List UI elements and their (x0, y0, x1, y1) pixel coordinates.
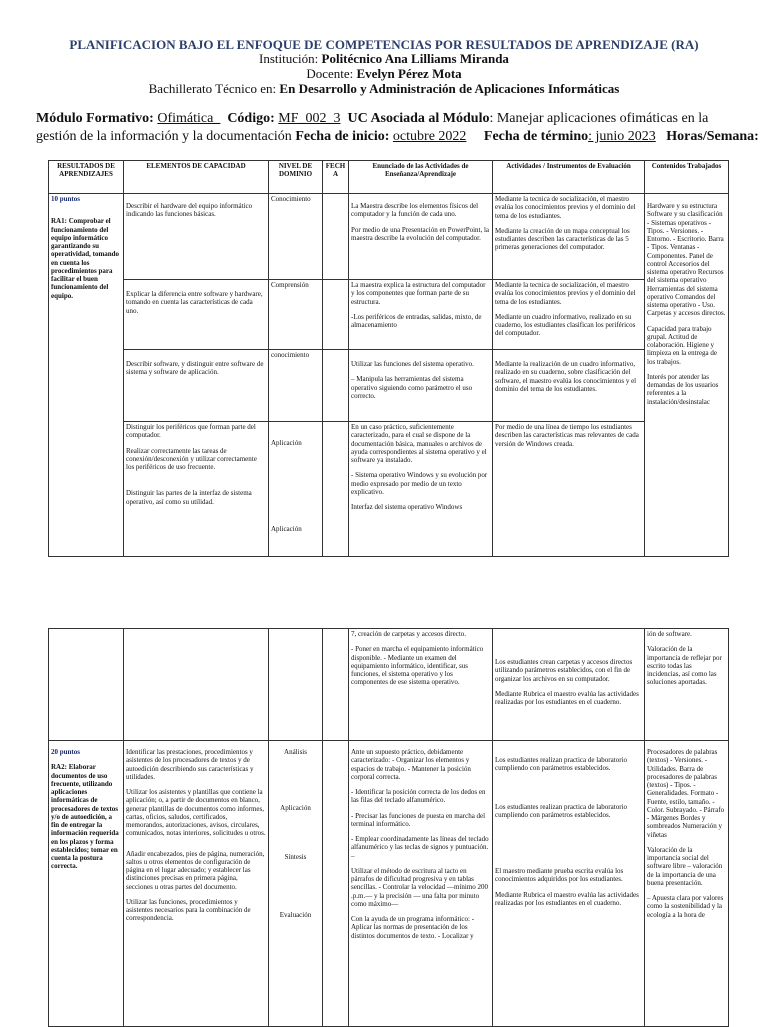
planning-table-page-2 (48, 628, 729, 1027)
level-text: Comprensión (271, 281, 309, 289)
element-text: Utilizar las funciones, procedimientos y asistentes necesarios para la combinación de correspondencia. (126, 897, 251, 923)
level-text: Aplicación (271, 439, 302, 447)
teacher-line (0, 66, 768, 82)
element-text: Identificar las prestaciones, procedimientos y asistentes de los procesadores de textos y de autoedición describiendo sus características y utilidades. (126, 748, 254, 781)
activity-text: - Sistema operativo Windows y su evolución por medio expresado por medio de un texto explicativo. (351, 471, 488, 496)
uc-text-2: gestión de la información y la documentación (36, 129, 296, 144)
element-cell (124, 280, 269, 350)
activity-text: Ante un supuesto práctico, debidamente caracterizado: - Organizar los elementos y espacios de trabajo. - Mantener la posición corporal correcta. (351, 748, 471, 781)
level-cell (269, 280, 323, 350)
date-cell (323, 194, 349, 280)
element-text: Describir software, y distinguir entre software de sistema y software de aplicación. (126, 360, 264, 377)
activity-text: Utilizar el método de escritura al tacto en párrafos de dificultad progresiva y en tablas sencillas. - Controlar la velocidad —mínimo 200 .p.m.— y la precisión — una falta por minuto como máximo— (351, 866, 489, 908)
activity-text: La Maestra describe los elementos físicos del computador y la función de cada uno. (351, 202, 479, 219)
activity-text: En un caso práctico, suficientemente caracterizado, para el cual se dispone de la documentación básica, manuales o archivos de ayuda correspondientes al sistema operativo y el software ya instalado. (351, 423, 487, 464)
activity-text: Por medio de una Presentación en PowerPoint, la maestra describe la evolución del computador. (351, 225, 490, 242)
uc-text-1: : Manejar aplicaciones ofimáticas en la (489, 111, 709, 126)
header-instruments: Actividades / Instrumentos de Evaluación (493, 161, 645, 194)
activity-cell (349, 741, 493, 1027)
institution-label: Institución: (259, 51, 322, 66)
contents-text: ión de software. (647, 630, 692, 638)
start-date: octubre 2022 (392, 129, 467, 144)
level-cell (269, 741, 323, 1027)
evaluation-cell (493, 629, 645, 741)
level-cell (269, 350, 323, 422)
planning-table-page-1 (48, 160, 729, 557)
ra-cell (49, 629, 124, 741)
hours-label: Horas/Semana: (666, 129, 759, 144)
element-cell (124, 741, 269, 1027)
level-text: Aplicación (280, 804, 311, 813)
header-date: FECHA (323, 161, 349, 194)
date-cell (323, 422, 349, 557)
contents-cell (645, 741, 729, 1027)
table-row (49, 741, 729, 1027)
evaluation-text: Mediante la tecnica de socialización, el maestro evalúa los conocimientos previos y el dominio del tema de los estudiantes. (495, 281, 636, 306)
activity-cell (349, 629, 493, 741)
level-text: Conocimiento (271, 195, 311, 203)
element-cell (124, 629, 269, 741)
table-row (49, 422, 729, 557)
activity-text: - Emplear coordinadamente las líneas del teclado alfanumérico y las teclas de signos y puntuación. – (351, 835, 489, 860)
evaluation-text: Mediante un cuadro informativo, realizado en su cuaderno, los estudiantes clasifican los periféricos del computador. (495, 312, 636, 338)
institution-name: Politécnico Ana Lilliams Miranda (321, 51, 509, 66)
activity-cell (349, 280, 493, 350)
evaluation-text: Mediante la creación de un mapa conceptual los estudiantes describen las características de las 5 primeras generaciones del computador. (495, 226, 630, 252)
level-text: Evaluación (279, 910, 312, 919)
start-label: Fecha de inicio: (295, 129, 393, 144)
activity-cell (349, 422, 493, 557)
element-text: Explicar la diferencia entre software y hardware, tomando en cuenta las características de cada uno. (126, 290, 263, 315)
evaluation-cell (493, 422, 645, 557)
evaluation-text: El maestro mediante prueba escrita evalúa los conocimientos adquiridos por los estudiantes. (495, 867, 624, 884)
activity-text: - Precisar las funciones de puesta en marcha del terminal informático. (351, 811, 486, 828)
evaluation-text: Los estudiantes realizan practica de laboratorio cumpliendo con parámetros establecidos. (495, 802, 627, 819)
evaluation-text: Los estudiantes crean carpetas y accesos directos utilizando parámetros establecidos, con el fin de organizar los archivos en su computador. (495, 658, 633, 683)
program-name: En Desarrollo y Administración de Aplicaciones Informáticas (279, 81, 620, 96)
contents-text: – Apuesta clara por valores como la sostenibilidad y la ecología a la hora de (647, 894, 724, 919)
activity-text: - Poner en marcha el equipamiento informático disponible. - Mediante un examen del equipamiento informático, identificar, sus funciones, el sistema operativo y los componentes de ese sistema operativo. (351, 645, 484, 687)
table-row (49, 350, 729, 422)
end-label: Fecha de término (483, 129, 589, 144)
page-title: PLANIFICACION BAJO EL ENFOQUE DE COMPETENCIAS POR RESULTADOS DE APRENDIZAJE (RA) (69, 37, 699, 52)
ra1-points: 10 puntos (51, 195, 80, 203)
evaluation-text: Mediante Rubrica el maestro evalúa las actividades realizadas por los estudiantes en el cuaderno. (495, 890, 639, 907)
contents-cell (645, 629, 729, 741)
table-row (49, 194, 729, 280)
level-cell (269, 629, 323, 741)
element-text: Realizar correctamente las tareas de conexión/desconexión y utilizar correctamente los periféricos de uso frecuente. (126, 446, 257, 471)
element-text: Añadir encabezados, pies de página, numeración, saltos u otros elementos de configuración de página en el lugar adecuado; y establecer las distinciones precisas en primera página, secciones u otras partes del documento. (126, 849, 265, 891)
teacher-name: Evelyn Pérez Mota (356, 66, 462, 81)
ra2-text: RA2: Elaborar documentos de uso frecuente, utilizando aplicaciones informáticas de procesadores de textos y/o de autoedición, a fin de entregar la información requerida en los plazos y forma establecidos; tomar en cuenta la postura correcta. (51, 763, 119, 871)
contents-text: Valoración de la importancia de reflejar por escrito todas las incidencias, así como las soluciones aportadas. (647, 645, 722, 687)
module-code: MF_002_3 (278, 111, 341, 126)
activity-cell (349, 350, 493, 422)
activity-text: - Identificar la posición correcta de los dedos en las filas del teclado alfanumérico. (351, 788, 486, 805)
date-cell (323, 629, 349, 741)
program-line (0, 81, 768, 97)
ra2-cell (49, 741, 124, 1027)
element-text: Describir el hardware del equipo informático indicando las funciones básicas. (126, 202, 253, 219)
table-header-row (49, 161, 729, 194)
element-cell (124, 350, 269, 422)
header-level: NIVEL DE DOMINIO (269, 161, 323, 194)
header-activities: Enunciado de las Actividades de Enseñanza/Aprendizaje (349, 161, 493, 194)
header-elements: ELEMENTOS DE CAPACIDAD (124, 161, 269, 194)
module-line-2 (36, 129, 768, 145)
evaluation-text: Mediante la realización de un cuadro informativo, realizado en su cuaderno, sobre clasificación del software, el maestro evalúa los conocimientos y el dominio del tema de los estudiantes. (495, 360, 637, 393)
ra2-points: 20 puntos (51, 748, 80, 756)
end-date: : junio 2023 (588, 129, 656, 144)
element-text: Distinguir las partes de la interfaz de sistema operativo, así como su utilidad. (126, 489, 252, 506)
module-line-1 (36, 111, 768, 127)
evaluation-cell (493, 741, 645, 1027)
contents-text: Hardware y su estructura Software y su clasificación - Sistemas operativos - Tipos. - Versiones. - Entorno. - Escritorio. Barra - Tipos. Ventanas - Componentes. Panel de control Accesorios del sistema operativo Recursos del sistema operativo Herramientas del sistema operativo Comandos del sistema operativo - Uso. Carpetas y accesos directos. (647, 202, 726, 318)
level-text: Aplicación (271, 525, 302, 534)
activity-text: 7, creación de carpetas y accesos directo. (351, 630, 467, 638)
table-row (49, 629, 729, 741)
evaluation-text: Por medio de una línea de tiempo los estudiantes describen las características mas relevantes de cada versión de Windows creada. (495, 423, 639, 448)
evaluation-cell (493, 194, 645, 280)
code-label: Código: (227, 111, 279, 126)
contents-text: Capacidad para trabajo grupal. Actitud de colaboración. Higiene y limpieza en la entrega de los trabajos. (647, 324, 717, 366)
ra1-text: RA1: Comprobar el funcionamiento del equipo informático garantizando su operatividad, tomando en cuenta los procedimientos para facilitar el buen funcionamiento del equipo. (51, 217, 120, 300)
element-cell (124, 422, 269, 557)
evaluation-cell (493, 280, 645, 350)
level-cell (269, 422, 323, 557)
module-label: Módulo Formativo: (36, 111, 158, 126)
date-cell (323, 280, 349, 350)
contents-text: Procesadores de palabras (textos) - Versiones. - Utilidades. Barra de procesadores de palabras (textos) - Tipos. - Generalidades. Formato - Fuente, estilo, tamaño. - Color. Subrayado. - Párrafo - Márgenes Bordes y sombreados Numeración y viñetas (647, 748, 725, 839)
activity-text: La maestra explica la estructura del computador y los componentes que forman parte de su estructura. (351, 281, 486, 306)
header-results: RESULTADOS DE APRENDIZAJES (49, 161, 124, 194)
level-text: Síntesis (284, 852, 307, 861)
uc-label: UC Asociada al Módulo (347, 111, 490, 126)
table-row (49, 280, 729, 350)
program-label: Bachillerato Técnico en: (148, 81, 280, 96)
level-text: Análisis (284, 748, 307, 756)
evaluation-cell (493, 350, 645, 422)
module-name: Ofimática_ (157, 111, 221, 126)
contents-text: Interés por atender las demandas de los usuarios referentes a la instalación/desinstalac (647, 372, 719, 406)
evaluation-text: Los estudiantes realizan practica de laboratorio cumpliendo con parámetros establecidos. (495, 756, 627, 773)
element-text: Utilizar los asistentes y plantillas que contiene la aplicación; o, a partir de documentos en blanco, generar plantillas de documentos como informes, cartas, oficios, saludos, certificados, memorandos, autorizaciones, avisos, circulares, comunicados, notas interiores, solicitudes u otros. (126, 788, 266, 838)
element-cell (124, 194, 269, 280)
level-cell (269, 194, 323, 280)
contents-cell (645, 194, 729, 557)
header-contents: Contenidos Trabajados (645, 161, 729, 194)
date-cell (323, 741, 349, 1027)
activity-cell (349, 194, 493, 280)
level-text: conocimiento (271, 351, 310, 359)
activity-text: Utilizar las funciones del sistema operativo. (351, 360, 474, 368)
contents-text: Valoración de la importancia social del software libre – valoración de la importancia de una buena presentación. (647, 845, 723, 887)
activity-text: Con la ayuda de un programa informático: - Aplicar las normas de presentación de los distintos documentos de texto. - Localizar y (351, 915, 475, 940)
ra1-cell (49, 194, 124, 557)
activity-text: – Manipula las herramientas del sistema operativo siguiendo como parámetro el uso correcto. (351, 375, 473, 400)
evaluation-text: Mediante Rubrica el maestro evalúa las actividades realizadas por los estudiantes en el cuaderno. (495, 689, 639, 706)
activity-text: Interfaz del sistema operativo Windows (351, 503, 463, 511)
activity-text: -Los periféricos de entradas, salidas, mixto, de almacenamiento (351, 312, 482, 329)
institution-line (0, 51, 768, 67)
evaluation-text: Mediante la tecnica de socialización, el maestro evalúa los conocimientos previos y el dominio del tema de los estudiantes. (495, 195, 636, 220)
element-text: Distinguir los periféricos que forman parte del computador. (126, 423, 256, 440)
date-cell (323, 350, 349, 422)
teacher-label: Docente: (306, 66, 357, 81)
